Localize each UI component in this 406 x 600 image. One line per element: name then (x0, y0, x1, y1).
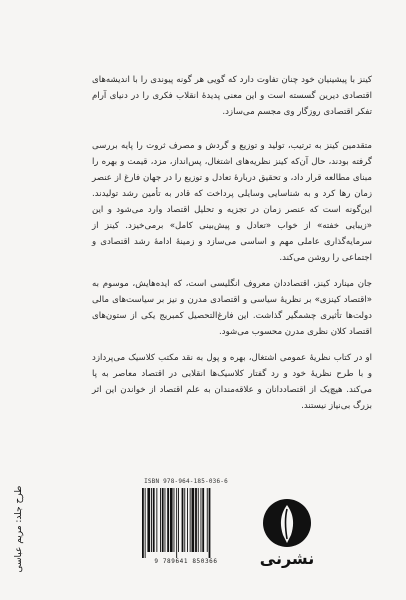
barcode-bar (151, 488, 152, 552)
barcode-bar (195, 488, 197, 552)
barcode-bar (174, 488, 175, 552)
barcode-bar (156, 488, 157, 552)
barcode-bar (182, 488, 184, 552)
barcode-bar (170, 488, 173, 552)
barcode-bar (192, 488, 195, 552)
barcode-bar (142, 488, 144, 558)
publisher-logo (257, 497, 317, 575)
barcode-bar (190, 488, 191, 552)
paragraph-theory: متقدمین کینز به ترتیب، تولید و توزیع و گردش و مصرف ثروت را پایه بررسی گرفته بودند، حال آن‌که کینز نظریه‌های اشتغال، پس‌انداز، مزد، قیمت و بهره را مبنای مطالعه قرار داد، و تحقیق دربارهٔ تعادل و توزیع را در جهان فارغ از عنصر زمان رها کرد و به شناسایی وسایلی پرداخت که قادر به تأمین رشد تولیدند. این‌گونه است که عنصر زمان در تجزیه و تحلیل اقتصاد وارد می‌شود و این «زیبایی خفته» از خواب «تعادل و پیش‌بینی کامل» برمی‌خیزد. کینز از سرمایه‌گذاری عاملی مهم و اساسی می‌سازد و زمینهٔ ادامهٔ رشد اقتصادی و اجتماعی را روشن می‌کند. (92, 141, 372, 263)
barcode-bar (167, 488, 169, 552)
barcode-icon (142, 488, 230, 558)
cover-design-credit-text: طرح جلد: مریم عباسی (14, 485, 24, 573)
barcode-bar (178, 488, 179, 552)
paragraph-intro: کینز با پیشینیان خود چنان تفاوت دارد که گویی هر گونه پیوندی را با اندیشه‌های اقتصادی دیرین گسسته است و این معنی پدیدهٔ انقلاب فکری را در دنیای آرام تفکر اقتصادی روزگار وی مجسم می‌سازد. (92, 75, 372, 117)
barcode-bar (187, 488, 188, 552)
barcode-bar (202, 488, 204, 552)
barcode-bar (201, 488, 202, 552)
publisher-name: نشرنی (259, 549, 315, 568)
back-cover-text (92, 72, 372, 424)
barcode-bar (198, 488, 199, 552)
barcode-bar (207, 488, 208, 552)
barcode-bar (176, 488, 177, 558)
paragraph-biography: جان مینارد کینز، اقتصاددان معروف انگلیسی است، که ایده‌هایش، موسوم به «اقتصاد کینزی» بر نظریهٔ سیاسی و اقتصادی مدرن و نیز بر سیاست‌های مالی دولت‌ها تأثیری چشمگیر گذاشت. این فارغ‌التحصیل کمبریج یکی از ستون‌های اقتصاد کلان نظری مدرن محسوب می‌شود. (92, 279, 372, 337)
isbn-barcode-block (138, 478, 234, 568)
paragraph-book: او در کتاب نظریهٔ عمومی اشتغال، بهره و پول به نقد مکتب کلاسیک می‌پردازد و با طرح نظریهٔ خود و رد گفتار کلاسیک‌ها انقلابی در اقتصاد معاصر به پا می‌کند. هیچ‌یک از اقتصاددانان و علاقه‌مندان به علم اقتصاد از خواندن این اثر بزرگ بی‌نیاز نیستند. (92, 353, 372, 411)
cover-design-credit (10, 478, 28, 588)
isbn-number: 9 789641 850366 (154, 558, 218, 565)
nashr-ney-quill-icon (257, 497, 317, 549)
isbn-label: ISBN 978-964-185-036-6 (144, 478, 228, 485)
barcode-bar (162, 488, 164, 552)
barcode-bar (160, 488, 161, 552)
barcode-bar (145, 488, 146, 558)
barcode-bar (184, 488, 185, 552)
barcode-bar (153, 488, 155, 552)
barcode-bar (165, 488, 166, 552)
barcode-bar (209, 488, 211, 558)
barcode-bar (147, 488, 150, 552)
